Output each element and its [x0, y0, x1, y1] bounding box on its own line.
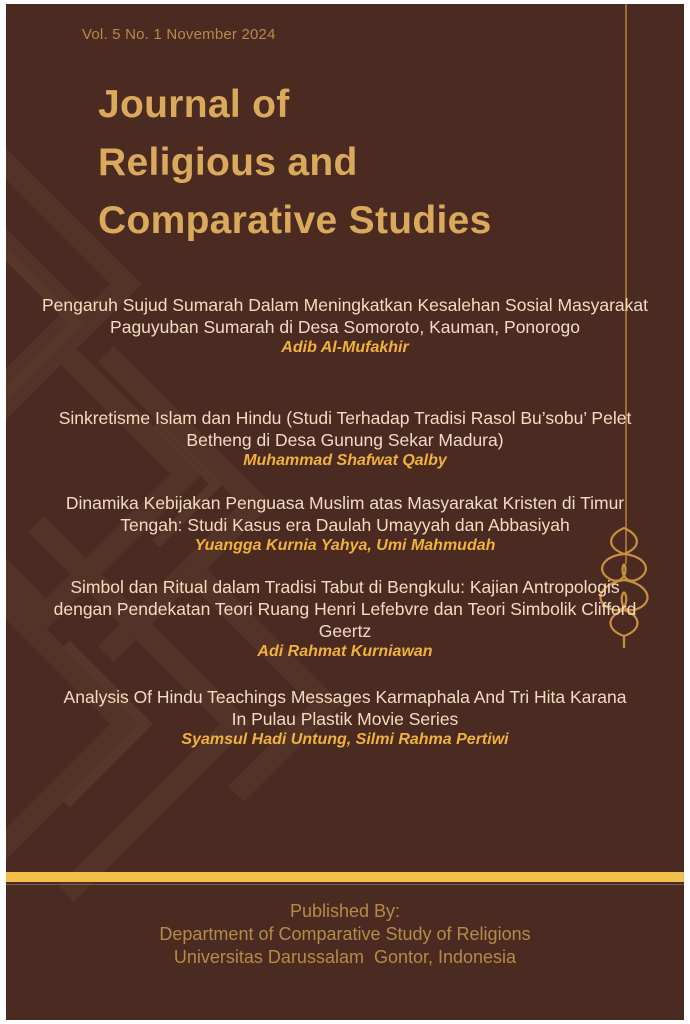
article-entry	[6, 407, 684, 471]
article-title-line: Simbol dan Ritual dalam Tradisi Tabut di Bengkulu: Kajian Antropologis	[70, 577, 620, 597]
accent-divider-bar	[6, 872, 684, 882]
publisher-university: Universitas Darussalam Gontor, Indonesia	[173, 947, 517, 967]
article-title	[6, 407, 684, 451]
article-entry	[6, 576, 684, 662]
article-title-line: Paguyuban Sumarah di Desa Somoroto, Kauman, Ponorogo	[110, 317, 580, 337]
article-title	[6, 492, 684, 536]
publisher-heading: Published By:	[289, 901, 401, 921]
article-title	[6, 576, 684, 642]
article-title-line: In Pulau Plastik Movie Series	[231, 709, 459, 729]
divider-line	[6, 884, 684, 885]
article-title-line: dengan Pendekatan Teori Ruang Henri Lefebvre dan Teori Simbolik Clifford	[53, 599, 637, 619]
article-authors: Adi Rahmat Kurniawan	[257, 643, 433, 660]
article-entry	[6, 294, 684, 358]
publisher-department: Department of Comparative Study of Religions	[159, 924, 531, 944]
journal-title-line: Religious and	[98, 141, 358, 184]
article-authors: Syamsul Hadi Untung, Silmi Rahma Pertiwi	[181, 731, 509, 748]
article-authors: Yuangga Kurnia Yahya, Umi Mahmudah	[194, 537, 496, 554]
journal-cover	[6, 4, 684, 1020]
article-title-line: Dinamika Kebijakan Penguasa Muslim atas Masyarakat Kristen di Timur	[65, 493, 625, 513]
article-title-line: Analysis Of Hindu Teachings Messages Karmaphala And Tri Hita Karana	[63, 687, 627, 707]
journal-title-line: Comparative Studies	[98, 199, 492, 242]
article-entry	[6, 686, 684, 750]
article-title-line: Sinkretisme Islam dan Hindu (Studi Terhadap Tradisi Rasol Bu’sobu’ Pelet	[58, 408, 632, 428]
article-authors: Adib Al-Mufakhir	[281, 339, 409, 356]
article-title-line: Geertz	[318, 621, 372, 641]
article-title-line: Pengaruh Sujud Sumarah Dalam Meningkatkan Kesalehan Sosial Masyarakat	[41, 295, 649, 315]
article-title	[6, 294, 684, 338]
journal-title	[98, 76, 492, 250]
article-title-line: Tengah: Studi Kasus era Daulah Umayyah dan Abbasiyah	[120, 515, 570, 535]
article-title-line: Betheng di Desa Gunung Sekar Madura)	[186, 430, 504, 450]
article-authors: Muhammad Shafwat Qalby	[243, 452, 447, 469]
volume-issue-label: Vol. 5 No. 1 November 2024	[82, 26, 276, 43]
article-title	[6, 686, 684, 730]
article-entry	[6, 492, 684, 556]
hanging-thread-decoration	[624, 4, 628, 564]
journal-title-line: Journal of	[98, 83, 290, 126]
publisher-block	[6, 900, 684, 969]
